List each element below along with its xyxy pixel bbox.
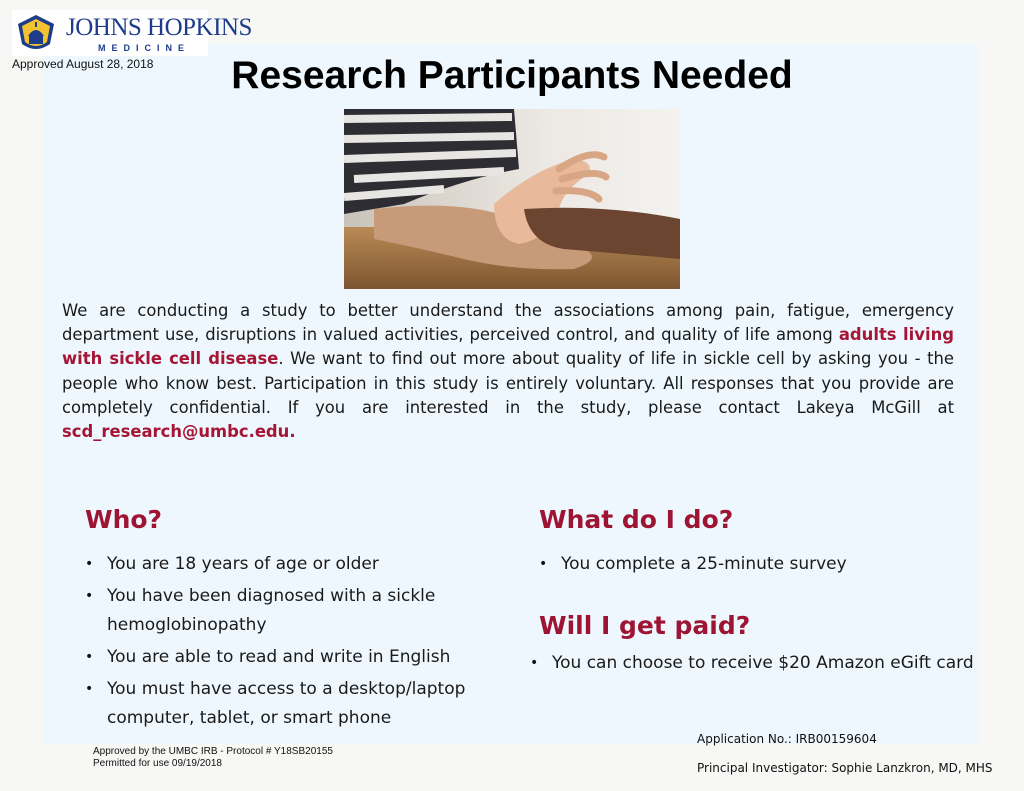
who-list: [85, 550, 525, 736]
list-item: • You have been diagnosed with a sickle hemoglobinopathy: [85, 582, 525, 640]
study-description: [62, 299, 954, 444]
paid-heading: Will I get paid?: [539, 611, 751, 640]
what-list: [539, 550, 959, 582]
irb-approval: [93, 746, 333, 770]
list-item: • You are 18 years of age or older: [85, 550, 525, 579]
paid-list: [530, 651, 980, 678]
target-population: adults living with sickle cell disease: [62, 325, 954, 369]
application-number: Application No.: IRB00159604: [697, 732, 877, 746]
intro-text-1: We are conducting a study to better understand the associations among pain, fatigue, emergency department use, disruptions in valued activities, perceived control, and quality of life among: [62, 301, 954, 345]
holding-hands-photo: [344, 109, 680, 289]
what-heading: What do I do?: [539, 505, 734, 534]
intro-text-2: . We want to find out more about quality of life in sickle cell by asking you - the people who know best. Participation in this study is entirely voluntary. All responses that you provide are completely confidential. If you are interested in the study, please contact Lakeya McGill at: [62, 349, 954, 417]
list-item: • You can choose to receive $20 Amazon eGift card: [530, 651, 980, 675]
dome-shield-icon: [16, 14, 56, 54]
irb-protocol: Approved by the UMBC IRB - Protocol # Y18SB20155: [93, 746, 333, 757]
logo-wordmark: JOHNS HOPKINS: [66, 14, 252, 41]
approval-date: Approved August 28, 2018: [12, 57, 154, 71]
list-item: • You complete a 25-minute survey: [539, 550, 959, 579]
logo-subtitle: MEDICINE: [98, 43, 191, 53]
holding-hands-illustration: [344, 109, 680, 289]
page-title: Research Participants Needed: [231, 54, 793, 97]
johns-hopkins-logo: [12, 10, 252, 56]
list-item: • You must have access to a desktop/laptop computer, tablet, or smart phone: [85, 675, 525, 733]
list-item: • You are able to read and write in English: [85, 643, 525, 672]
principal-investigator: Principal Investigator: Sophie Lanzkron, MD, MHS: [697, 761, 993, 775]
contact-email-link[interactable]: scd_research@umbc.edu.: [62, 422, 296, 442]
irb-permitted: Permitted for use 09/19/2018: [93, 758, 222, 769]
who-heading: Who?: [85, 505, 163, 534]
